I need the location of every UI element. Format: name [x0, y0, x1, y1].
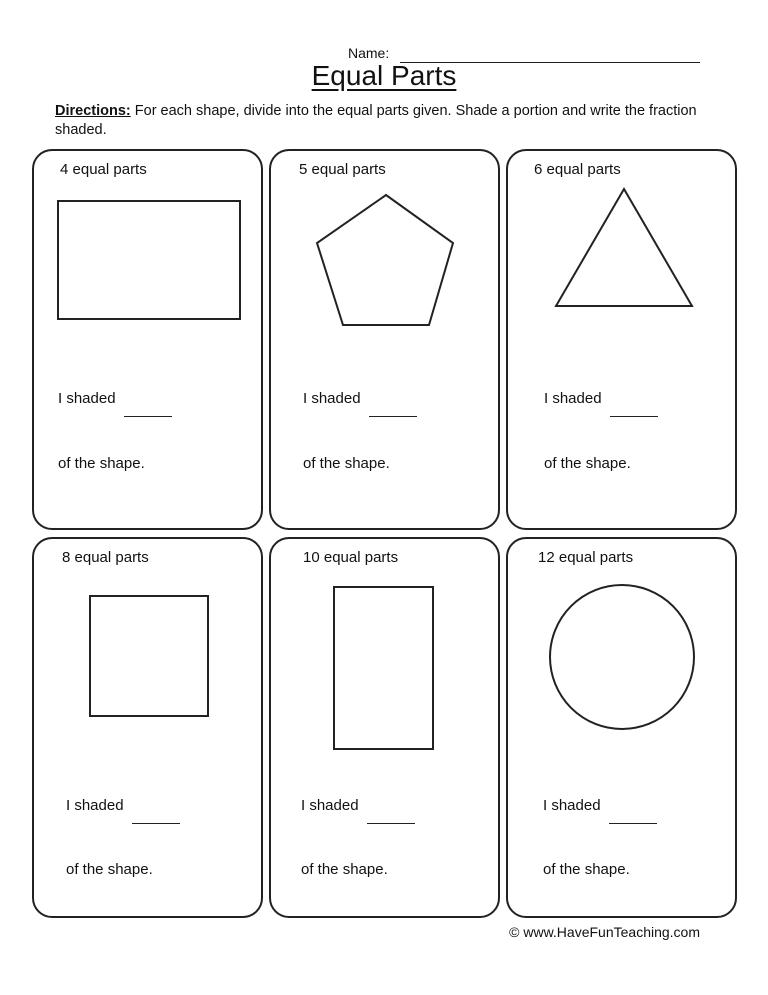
- pentagon-shape[interactable]: [271, 151, 502, 532]
- of-the-shape-label: of the shape.: [544, 455, 631, 472]
- shaded-label: I shaded: [544, 390, 602, 407]
- of-the-shape-label: of the shape.: [303, 455, 390, 472]
- shaded-answer-row: [66, 797, 180, 824]
- shaded-label: I shaded: [66, 797, 124, 814]
- parts-label: 6 equal parts: [534, 161, 621, 178]
- shaded-label: I shaded: [301, 797, 359, 814]
- shape-card-5-parts: [269, 149, 500, 530]
- name-label: Name:: [348, 45, 390, 61]
- parts-label: 10 equal parts: [303, 549, 399, 566]
- of-the-shape-label: of the shape.: [66, 861, 153, 878]
- directions-text: For each shape, divide into the equal parts given. Shade a portion and write the fraction shaded.: [55, 103, 697, 138]
- shaded-label: I shaded: [58, 390, 116, 407]
- shaded-label: I shaded: [543, 797, 601, 814]
- parts-label: 8 equal parts: [62, 549, 149, 566]
- shaded-answer-row: [58, 390, 172, 417]
- directions-label: Directions:: [55, 103, 131, 119]
- fraction-blank[interactable]: [124, 416, 172, 417]
- directions: [55, 102, 715, 140]
- fraction-blank[interactable]: [132, 823, 180, 824]
- parts-label: 5 equal parts: [299, 161, 386, 178]
- shaded-answer-row: [544, 390, 658, 417]
- shape-card-8-parts: [32, 537, 263, 918]
- rectangle-shape[interactable]: [34, 151, 265, 532]
- shaded-label: I shaded: [303, 390, 361, 407]
- shape-card-10-parts: [269, 537, 500, 918]
- shaded-answer-row: [303, 390, 417, 417]
- of-the-shape-label: of the shape.: [58, 455, 145, 472]
- shape-card-4-parts: [32, 149, 263, 530]
- shaded-answer-row: [301, 797, 415, 824]
- shape-card-12-parts: [506, 537, 737, 918]
- shape-card-6-parts: [506, 149, 737, 530]
- fraction-blank[interactable]: [609, 823, 657, 824]
- shaded-answer-row: [543, 797, 657, 824]
- triangle-shape[interactable]: [508, 151, 739, 532]
- fraction-blank[interactable]: [369, 416, 417, 417]
- of-the-shape-label: of the shape.: [543, 861, 630, 878]
- parts-label: 12 equal parts: [538, 549, 634, 566]
- parts-label: 4 equal parts: [60, 161, 147, 178]
- of-the-shape-label: of the shape.: [301, 861, 388, 878]
- page-title: Equal Parts: [311, 60, 457, 91]
- copyright-footer: © www.HaveFunTeaching.com: [509, 924, 700, 940]
- fraction-blank[interactable]: [610, 416, 658, 417]
- fraction-blank[interactable]: [367, 823, 415, 824]
